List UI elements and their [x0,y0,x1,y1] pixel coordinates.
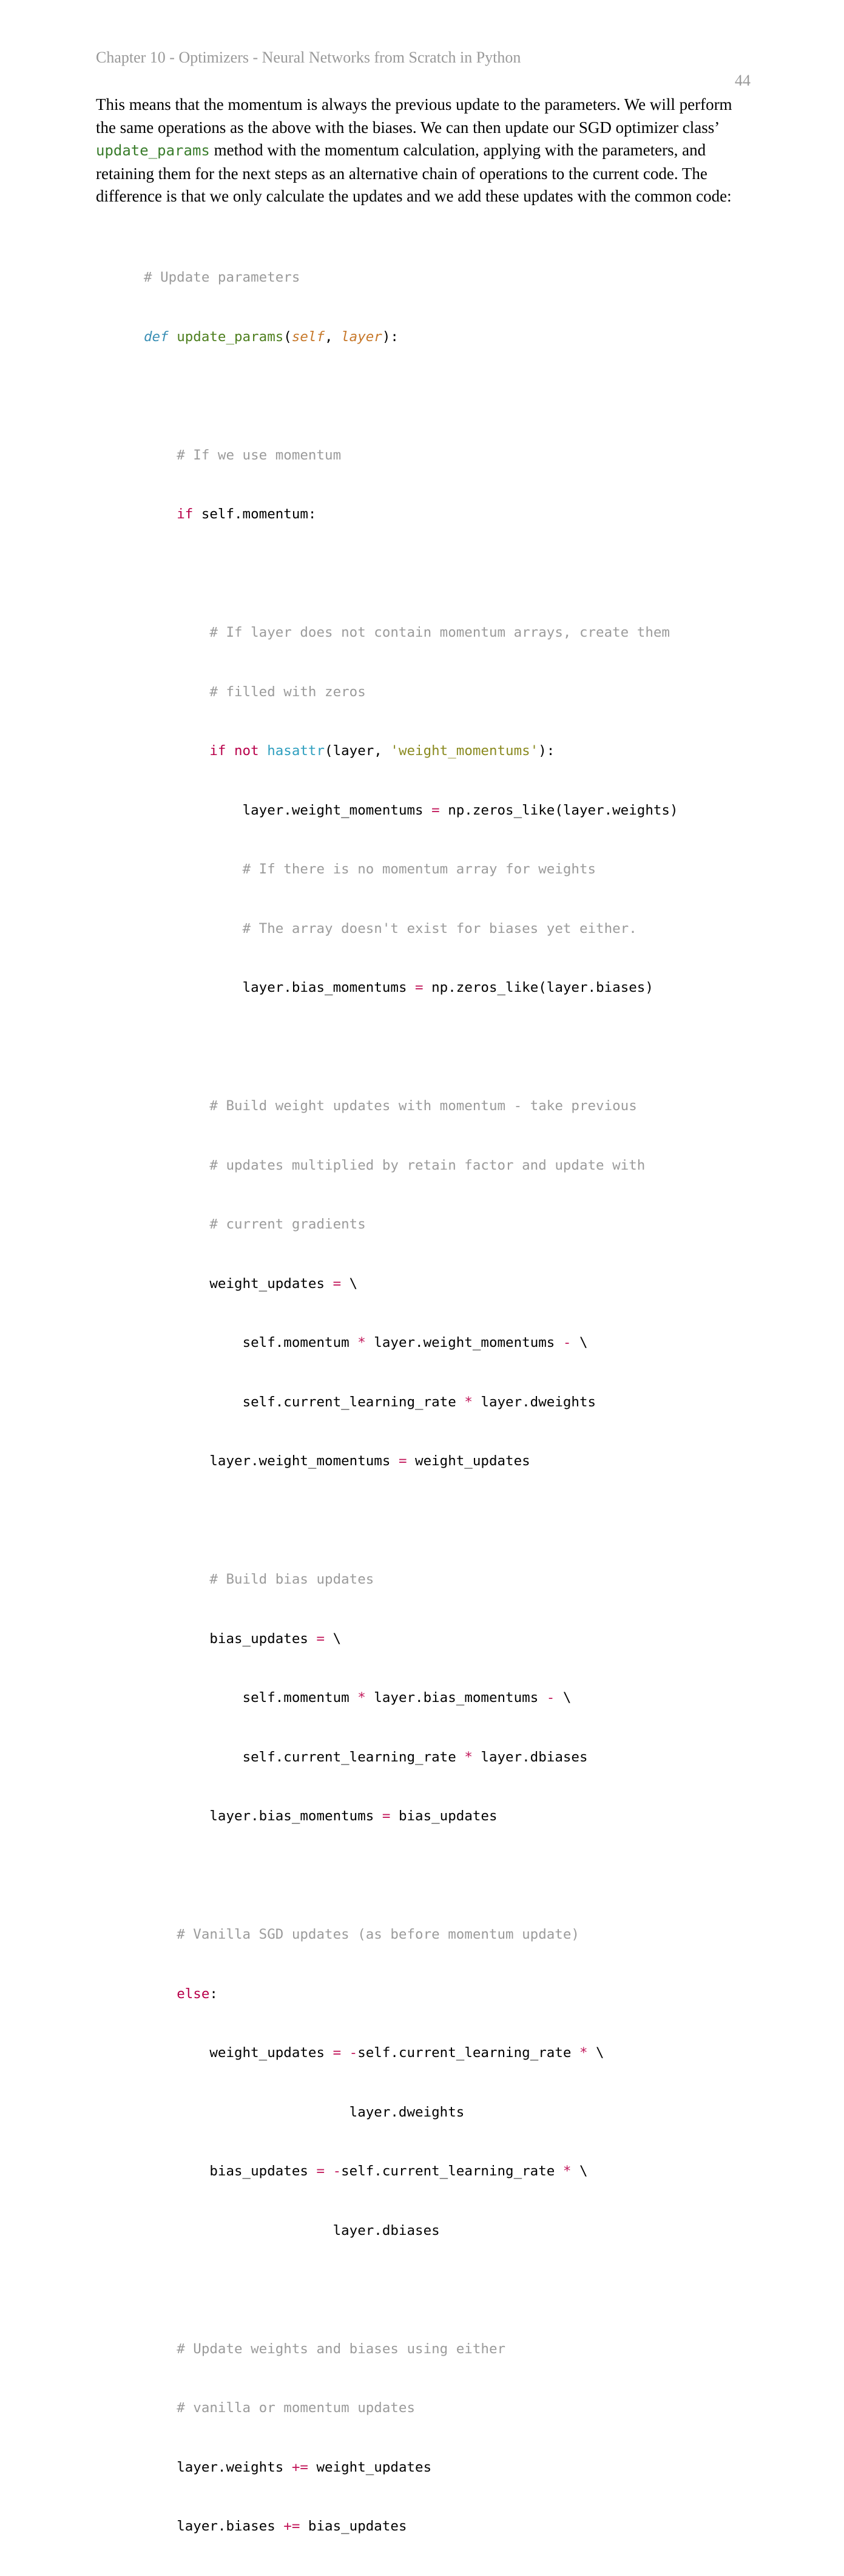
code-operator: = [382,1808,391,1824]
code-line [144,2221,678,2241]
inline-code: update_params [96,142,210,159]
code-text: \ [571,2163,588,2179]
code-line [144,1984,678,2004]
code-text: layer.dbiases [333,2222,440,2239]
code-text: \ [341,1275,358,1292]
code-comment: # updates multiplied by retain factor and update with [209,1157,646,1173]
code-operator: - [333,2163,342,2179]
code-text: bias_updates [209,1630,317,1647]
code-operator: * [579,2045,588,2061]
code-text: np.zeros_like(layer.weights) [439,802,678,818]
code-operator: += [283,2518,300,2534]
code-comment: # Update weights and biases using either [177,2340,506,2357]
code-text: bias_updates [390,1808,498,1824]
paragraph-line [96,139,751,163]
code-line [144,1747,678,1768]
code-line [144,1392,678,1412]
paragraph-line: retaining them for the next steps as an alternative chain of operations to the current code. The [96,164,707,183]
code-text: self.current_learning_rate [357,2045,579,2061]
code-comment: # If layer does not contain momentum arrays, create them [209,625,670,640]
code-line [144,2339,678,2359]
code-param: self [291,328,325,345]
code-text: layer.weight_momentums [242,802,432,818]
code-line [144,2458,678,2478]
code-text: weight_updates [209,2045,333,2061]
code-line [144,1570,678,1590]
code-keyword: if not [209,743,259,759]
code-text: layer.weights [177,2459,292,2475]
code-comment: # vanilla or momentum updates [177,2400,416,2416]
code-text: bias_updates [209,2163,317,2179]
code-keyword: if [177,506,194,522]
code-comment: # Build bias updates [209,1571,374,1587]
code-line [144,504,678,524]
code-line [144,1333,678,1353]
code-line [144,2398,678,2418]
paragraph-line: difference is that we only calculate the updates and we add these updates with the common code: [96,187,732,205]
code-text: \ [325,1630,342,1647]
code-string: 'weight_momentums' [390,743,539,759]
code-line-blank [144,564,678,584]
code-comment: # If we use momentum [177,447,342,463]
code-comment: # If there is no momentum array for weights [242,861,596,877]
code-text: ( [283,328,292,345]
code-text: self.momentum [242,1335,358,1351]
code-operator: * [357,1690,366,1706]
body-paragraph [96,93,751,208]
code-text: layer.bias_momentums [209,1808,382,1824]
code-operator: * [464,1749,473,1765]
code-comment: # filled with zeros [209,683,366,700]
code-text: weight_updates [209,1275,333,1292]
code-text: weight_updates [308,2459,432,2475]
code-operator: = [398,1453,407,1469]
code-line [144,1274,678,1294]
code-text: ): [382,328,399,345]
code-operator: - [349,2045,358,2061]
code-operator: += [291,2459,308,2475]
code-operator: = [316,2163,325,2179]
code-line-blank [144,1511,678,1531]
code-text: self.current_learning_rate [242,1394,465,1410]
code-comment: # Update parameters [144,269,300,285]
code-text: layer.weight_momentums [365,1335,563,1351]
code-line [144,327,678,347]
code-line [144,1156,678,1176]
code-operator: * [562,2163,572,2179]
code-text: \ [571,1335,588,1351]
code-text: bias_updates [300,2518,407,2534]
code-operator: * [357,1335,366,1351]
code-operator: = [333,2045,342,2061]
code-operator: = [431,802,440,818]
code-text: np.zeros_like(layer.biases) [423,980,653,995]
code-operator: - [562,1335,572,1351]
code-operator: = [316,1630,325,1647]
code-operator: = [333,1275,342,1292]
code-comment: # The array doesn't exist for biases yet either. [242,920,637,937]
running-header: Chapter 10 - Optimizers - Neural Networks from Scratch in Python [96,49,521,66]
code-line [144,2043,678,2063]
code-line [144,741,678,761]
code-comment: # current gradients [209,1216,366,1232]
code-operator: * [464,1394,473,1410]
code-text: layer.bias_momentums [242,980,416,995]
code-line [144,919,678,939]
paragraph-text: method with the momentum calculation, applying with the parameters, and [209,141,706,159]
code-line [144,1096,678,1116]
code-line [144,859,678,880]
code-line [144,446,678,466]
code-line [144,1451,678,1471]
code-text: \ [587,2045,604,2061]
code-line-blank [144,2280,678,2300]
code-comment: # Build weight updates with momentum - take previous [209,1098,637,1114]
code-text: (layer, [325,743,391,759]
code-line [144,1688,678,1708]
paragraph-line: This means that the momentum is always the previous update to the parameters. We will perform [96,95,732,114]
code-line [144,801,678,821]
code-line [144,2517,678,2537]
code-operator: = [415,980,424,995]
code-line [144,268,678,288]
code-line-blank [144,1037,678,1057]
code-line [144,978,678,998]
code-function-name: update_params [177,328,284,345]
code-text: ): [538,743,555,759]
paragraph-line: the same operations as the above with the biases. We can then update our SGD optimizer class’ [96,118,720,137]
code-builtin: hasattr [267,743,325,759]
code-line [144,682,678,702]
code-text: layer.dbiases [472,1749,588,1765]
code-line-blank [144,386,678,406]
code-line [144,623,678,643]
code-line [144,1215,678,1235]
code-line [144,1629,678,1649]
code-text: , [325,328,342,345]
code-line [144,1925,678,1945]
code-text: weight_updates [407,1453,530,1469]
code-text: layer.dweights [472,1394,596,1410]
code-keyword: else [177,1985,210,2002]
code-text: self.current_learning_rate [341,2163,563,2179]
code-text: layer.dweights [349,2104,465,2120]
code-text: layer.weight_momentums [209,1453,399,1469]
code-param: layer [341,328,382,345]
code-text: self.momentum: [193,506,317,522]
page-number: 44 [735,72,751,89]
code-operator: - [546,1690,555,1706]
code-comment: # Vanilla SGD updates (as before momentum update) [177,1927,579,1942]
code-text: layer.bias_momentums [365,1690,547,1706]
code-text: : [209,1985,218,2002]
code-text: self.momentum [242,1690,358,1706]
code-text: \ [555,1690,572,1706]
code-keyword: def [144,328,169,345]
code-line [144,2161,678,2181]
code-text: layer.biases [177,2518,284,2534]
code-text: self.current_learning_rate [242,1749,465,1765]
code-line [144,1806,678,1826]
code-block [144,228,678,2576]
code-line [144,2103,678,2123]
code-line-blank [144,1866,678,1886]
